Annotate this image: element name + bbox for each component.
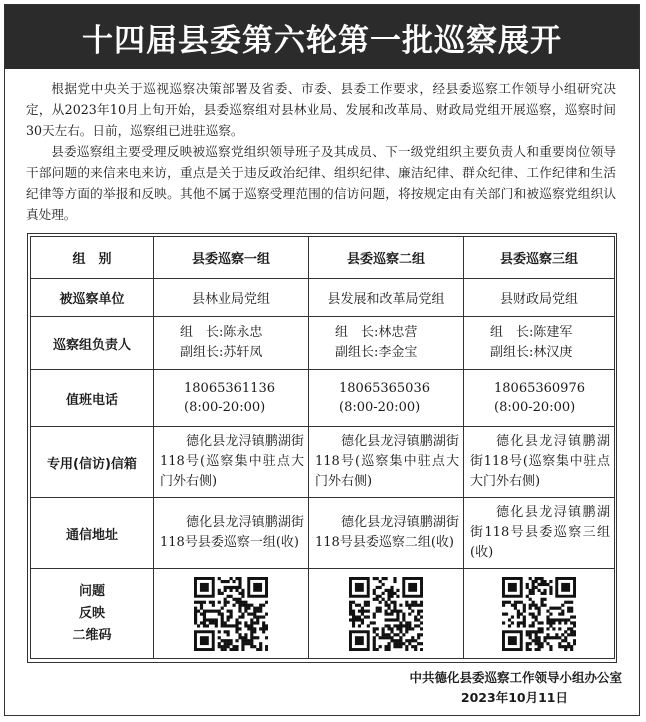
phone-number-1: 18065361136 [184, 381, 275, 396]
leaders-group-3 [464, 317, 615, 370]
label-qr-line-3: 二维码 [72, 627, 112, 643]
leader-group-2: 组 长:林忠营 [335, 325, 418, 340]
headline-bar [5, 5, 639, 69]
phone-group-2 [309, 370, 464, 427]
row-qr [31, 569, 615, 659]
qr-code-group-1[interactable] [194, 577, 268, 651]
unit-group-3: 县财政局党组 [464, 279, 615, 317]
paragraph-1: 根据党中央关于巡视巡察决策部署及省委、市委、县委工作要求，经县委巡察工作领导小组研究决定，从2023年10月上旬开始，县委巡察组对县林业局、发展和改革局、财政局党组开展巡察，巡察时间30天左右。日前，巡察组已进驻巡察。 [26, 81, 616, 138]
address-group-1: 德化县龙浔镇鹏湖街118号县委巡察一组(收) [154, 498, 309, 569]
label-leaders: 巡察组负责人 [31, 317, 154, 370]
header-group-3: 县委巡察三组 [464, 237, 615, 279]
label-unit: 被巡察单位 [31, 279, 154, 317]
paragraph-2: 县委巡察组主要受理反映被巡察党组织领导班子及其成员、下一级党组织主要负责人和重要岗位领导干部问题的来信来电来访，重点是关于违反政治纪律、组织纪律、廉洁纪律、群众纪律、工作纪律和生活纪律等方面的举报和反映。其他不属于巡察受理范围的信访问题，将按规定由有关部门和被巡察党组织认真处理。 [26, 144, 616, 222]
label-address: 通信地址 [31, 498, 154, 569]
deputy-group-1: 副组长:苏轩凤 [180, 345, 263, 360]
deputy-group-3: 副组长:林汉庚 [490, 345, 573, 360]
leader-group-1: 组 长:陈永忠 [180, 325, 263, 340]
phone-hours-1: (8:00-20:00) [184, 400, 266, 415]
label-qr-line-2: 反映 [78, 605, 105, 621]
leader-group-3: 组 长:陈建军 [490, 325, 573, 340]
issue-date: 2023年10月11日 [460, 690, 568, 705]
mailbox-group-2: 德化县龙浔镇鹏湖街118号(巡察集中驻点大门外右侧) [309, 427, 464, 498]
row-mailbox [31, 427, 615, 498]
mailbox-group-3: 德化县龙浔镇鹏湖街118号(巡察集中驻点大门外右侧) [464, 427, 615, 498]
row-address [31, 498, 615, 569]
inspection-table [30, 236, 615, 659]
unit-group-1: 县林业局党组 [154, 279, 309, 317]
issuing-office: 中共德化县委巡察工作领导小组办公室 [409, 670, 622, 685]
phone-number-3: 18065360976 [494, 381, 585, 396]
unit-group-2: 县发展和改革局党组 [309, 279, 464, 317]
leaders-group-2 [309, 317, 464, 370]
phone-number-2: 18065365036 [339, 381, 430, 396]
label-mailbox: 专用(信访)信箱 [31, 427, 154, 498]
label-phone: 值班电话 [31, 370, 154, 427]
label-qr [31, 569, 154, 659]
qr-cell-3 [464, 569, 615, 659]
qr-cell-1 [154, 569, 309, 659]
row-phone [31, 370, 615, 427]
address-group-2: 德化县龙浔镇鹏湖街118号县委巡察二组(收) [309, 498, 464, 569]
qr-cell-2 [309, 569, 464, 659]
headline: 十四届县委第六轮第一批巡察展开 [82, 22, 562, 59]
qr-code-group-3[interactable] [502, 577, 576, 651]
header-corner: 组 别 [31, 237, 154, 279]
address-group-3: 德化县龙浔镇鹏湖街118号县委巡察三组(收) [464, 498, 615, 569]
deputy-group-2: 副组长:李金宝 [335, 345, 418, 360]
row-leaders [31, 317, 615, 370]
mailbox-group-1: 德化县龙浔镇鹏湖街118号(巡察集中驻点大门外右侧) [154, 427, 309, 498]
leaders-group-1 [154, 317, 309, 370]
qr-code-group-2[interactable] [349, 577, 423, 651]
header-group-2: 县委巡察二组 [309, 237, 464, 279]
phone-group-1 [154, 370, 309, 427]
phone-group-3 [464, 370, 615, 427]
table-header-row [31, 237, 615, 279]
label-qr-line-1: 问题 [78, 583, 105, 599]
phone-hours-3: (8:00-20:00) [494, 400, 576, 415]
phone-hours-2: (8:00-20:00) [339, 400, 421, 415]
body-text [26, 78, 616, 225]
row-unit [31, 279, 615, 317]
header-group-1: 县委巡察一组 [154, 237, 309, 279]
signature-block [409, 668, 622, 708]
